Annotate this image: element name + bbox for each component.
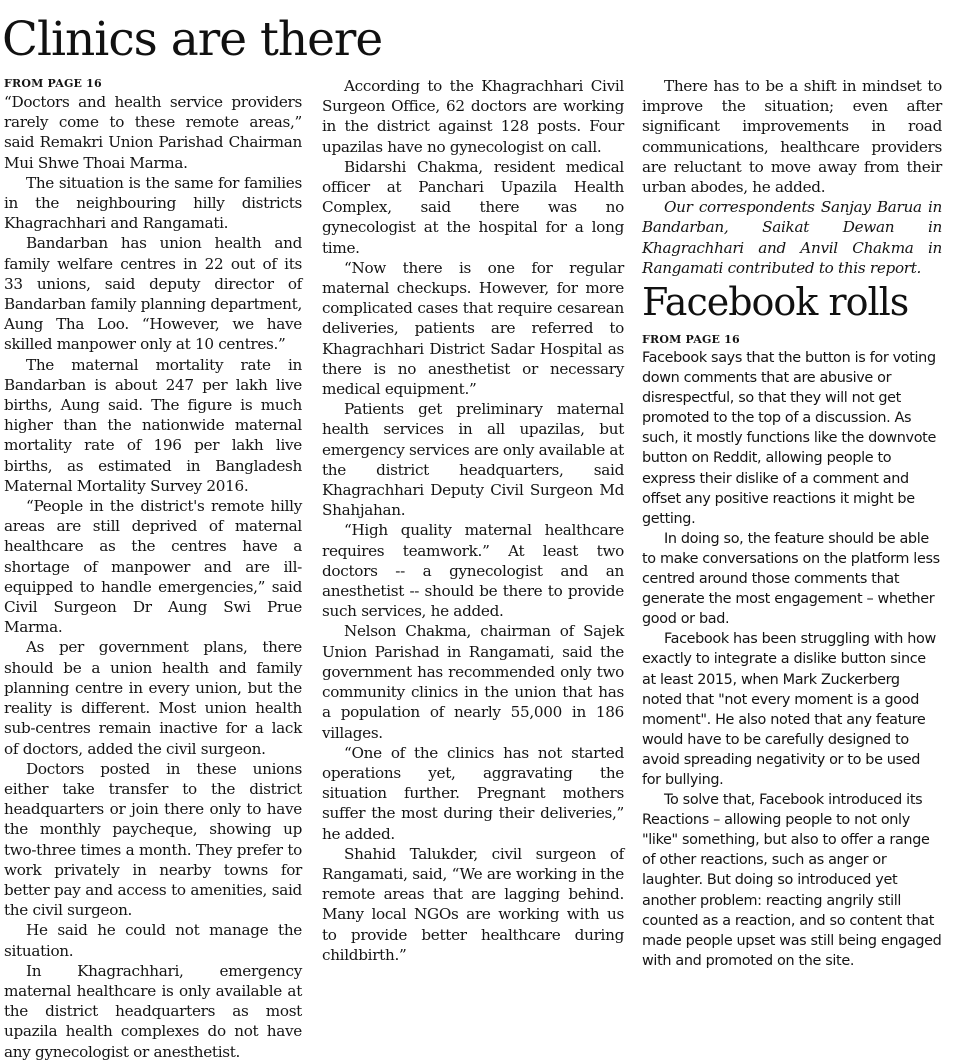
paragraph: According to the Khagrachhari Civil Surgeon Office, 62 doctors are working in the district against 128 posts. Four upazilas have no gynecologist on call. [322,77,624,156]
paragraph: Shahid Talukder, civil surgeon of Rangamati, said, “We are working in the remote areas that are lagging behind. Many local NGOs are working with us to provide better healthcare during childbirth.” [322,844,624,964]
paragraph: Patients get preliminary maternal health services in all upazilas, but emergency services are only available at the district headquarters, said Khagrachhari Deputy Civil Surgeon Md Shahjahan. [322,400,624,520]
story1-column-1 [4,76,302,1062]
paragraph: “Now there is one for regular maternal checkups. However, for more complicated cases that require cesarean deliveries, patients are referred to Khagrachhari District Sadar Hospital as there is no anesthetist or necessary medical equipment.” [322,258,624,399]
story1-column-3 [642,76,942,278]
paragraph: To solve that, Facebook introduced its Reactions – allowing people to not only "like" something, but also to offer a range of other reactions, such as anger or laughter. But doing so introduced yet another problem: reacting angrily still counted as a reaction, and so content that made people upset was still being engaged with and promoted on the site. [642,792,942,969]
paragraph: “People in the district's remote hilly areas are still deprived of maternal healthcare as the centres have a shortage of manpower and are ill-equipped to handle emergencies,” said Civil Surgeon Dr Aung Swi Prue Marma. [4,497,302,637]
jump-line-story1: FROM PAGE 16 [4,77,102,90]
paragraph: “One of the clinics has not started operations yet, aggravating the situation further. Pregnant mothers suffer the most during their deliveries,” he added. [322,743,624,843]
paragraph: He said he could not manage the situation. [4,921,302,960]
paragraph: “High quality maternal healthcare requires teamwork.” At least two doctors -- a gynecologist and an anesthetist -- should be there to provide such services, he added. [322,521,624,621]
story1-column-2 [322,76,624,965]
paragraph: There has to be a shift in mindset to improve the situation; even after significant improvements in road communications, healthcare providers are reluctant to move away from their urban abodes, he added. [642,77,942,197]
paragraph: As per government plans, there should be a union health and family planning centre in every union, but the reality is different. Most union health sub-centres remain inactive for a lack of doctors, added the civil surgeon. [4,638,302,758]
paragraph: The maternal mortality rate in Bandarban is about 247 per lakh live births, Aung said. The figure is much higher than the nationwide maternal mortality rate of 196 per lakh live births, as estimated in Bangladesh Maternal Mortality Survey 2016. [4,355,302,495]
paragraph: Nelson Chakma, chairman of Sajek Union Parishad in Rangamati, said the government has recommended only two community clinics in the union that has a population of nearly 55,000 in 186 villages. [322,622,624,742]
paragraph: The situation is the same for families in the neighbouring hilly districts Khagrachhari and Rangamati. [4,173,302,233]
paragraph: Facebook says that the button is for voting down comments that are abusive or disrespectful, so that they will not get promoted to the top of a discussion. As such, it mostly functions like the downvote button on Reddit, allowing people to express their dislike of a comment and offset any positive reactions it might be getting. [642,350,936,527]
paragraph: Bidarshi Chakma, resident medical officer at Panchari Upazila Health Complex, said there was no gynecologist at the hospital for a long time. [322,157,624,257]
paragraph: Facebook has been struggling with how exactly to integrate a dislike button since at least 2015, when Mark Zuckerberg noted that "not every moment is a good moment". He also noted that any feature would have to be carefully designed to avoid spreading negativity or to be used for bullying. [642,631,936,788]
contributor-credit: Our correspondents Sanjay Barua in Bandarban, Saikat Dewan in Khagrachhari and Anvil Chakma in Rangamati contributed to this report. [642,198,942,277]
paragraph: Bandarban has union health and family welfare centres in 22 out of its 33 unions, said deputy director of Bandarban family planning department, Aung Tha Loo. “However, we have skilled manpower only at 10 centres.” [4,234,302,354]
headline-clinics: Clinics are there [2,12,383,67]
jump-line-story2: FROM PAGE 16 [642,333,740,346]
paragraph: Doctors posted in these unions either take transfer to the district headquarters or join there only to have the monthly paycheque, showing up two-three times a month. They prefer to work privately in nearby towns for better pay and access to amenities, said the civil surgeon. [4,759,302,920]
paragraph: “Doctors and health service providers rarely come to these remote areas,” said Remakri Union Parishad Chairman Mui Shwe Thoai Marma. [4,93,302,172]
story2-column [642,332,942,971]
headline-facebook: Facebook rolls [642,280,909,324]
paragraph: In Khagrachhari, emergency maternal healthcare is only available at the district headquarters as most upazila health complexes do not have any gynecologist or anesthetist. [4,961,302,1061]
paragraph: In doing so, the feature should be able to make conversations on the platform less centred around those comments that generate the most engagement – whether good or bad. [642,530,940,628]
